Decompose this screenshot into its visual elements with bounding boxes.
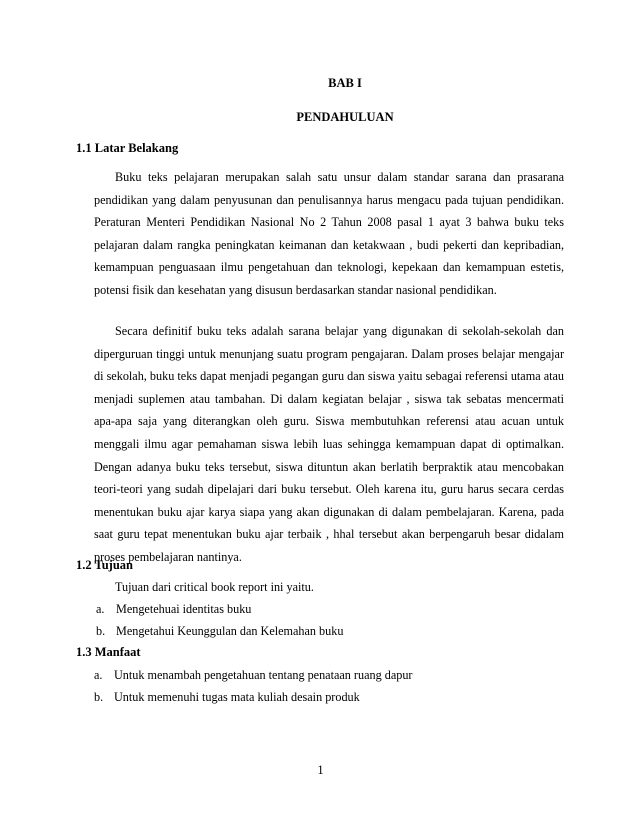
list-marker: a.: [94, 668, 103, 682]
list-item: [94, 668, 412, 683]
paragraph-latar-2: Secara definitif buku teks adalah sarana belajar yang digunakan di sekolah-sekolah dan diperguruan tinggi untuk menunjang suatu program pengajaran. Dalam proses belajar mengajar di sekolah, buku teks dapat menjadi pegangan guru dan siswa yaitu sebagai referensi utama atau menjadi suplemen atau tambahan. Di dalam kegiatan belajar , siswa tak sebatas mencermati apa-apa saja yang diterangkan oleh guru. Siswa membutuhkan referensi atau acuan untuk menggali ilmu agar pemahaman siswa lebih luas sehingga kemampuan dapat di optimalkan. Dengan adanya buku teks tersebut, siswa dituntun akan berlatih berpraktik atau mencobakan teori-teori yang sudah dipelajari dari buku tersebut. Oleh karena itu, guru harus secara cerdas menentukan buku ajar karya siapa yang akan digunakan di dalam pembelajaran. Karena, pada saat guru tepat menentukan buku ajar terbaik , hhal tersebut akan berpengaruh besar didalam proses pembelajaran nantinya.: [94, 324, 564, 564]
list-item: [94, 690, 360, 705]
list-item-text: Untuk menambah pengetahuan tentang penataan ruang dapur: [114, 668, 413, 682]
paragraph-latar-1: Buku teks pelajaran merupakan salah satu unsur dalam standar sarana dan prasarana pendidikan yang dalam penyusunan dan penulisannya harus mengacu pada tujuan pendidikan. Peraturan Menteri Pendidikan Nasional No 2 Tahun 2008 pasal 1 ayat 3 bahwa buku teks pelajaran dalam rangka peningkatan keimanan dan ketakwaan , budi pekerti dan kepribadian, kemampuan penguasaan ilmu pengetahuan dan teknologi, kepekaan dan kemampuan estetis, potensi fisik dan kesehatan yang disusun berdasarkan standar nasional pendidikan.: [94, 170, 564, 297]
page-number: 1: [317, 763, 324, 777]
section-heading-tujuan: 1.2 Tujuan: [76, 558, 133, 572]
list-item-text: Mengetehuai identitas buku: [116, 602, 252, 616]
list-marker: b.: [96, 624, 106, 638]
section-heading-manfaat: 1.3 Manfaat: [76, 645, 141, 659]
list-item: [96, 624, 343, 639]
chapter-title: PENDAHULUAN: [296, 110, 394, 124]
chapter-label: BAB I: [328, 76, 362, 90]
list-item-text: Mengetahui Keunggulan dan Kelemahan buku: [116, 624, 344, 638]
section-heading-latar: 1.1 Latar Belakang: [76, 141, 179, 155]
list-marker: a.: [96, 602, 105, 616]
list-item-text: Untuk memenuhi tugas mata kuliah desain produk: [114, 690, 360, 704]
list-marker: b.: [94, 690, 104, 704]
tujuan-intro: Tujuan dari critical book report ini yaitu.: [115, 580, 314, 594]
list-item: [96, 602, 251, 617]
